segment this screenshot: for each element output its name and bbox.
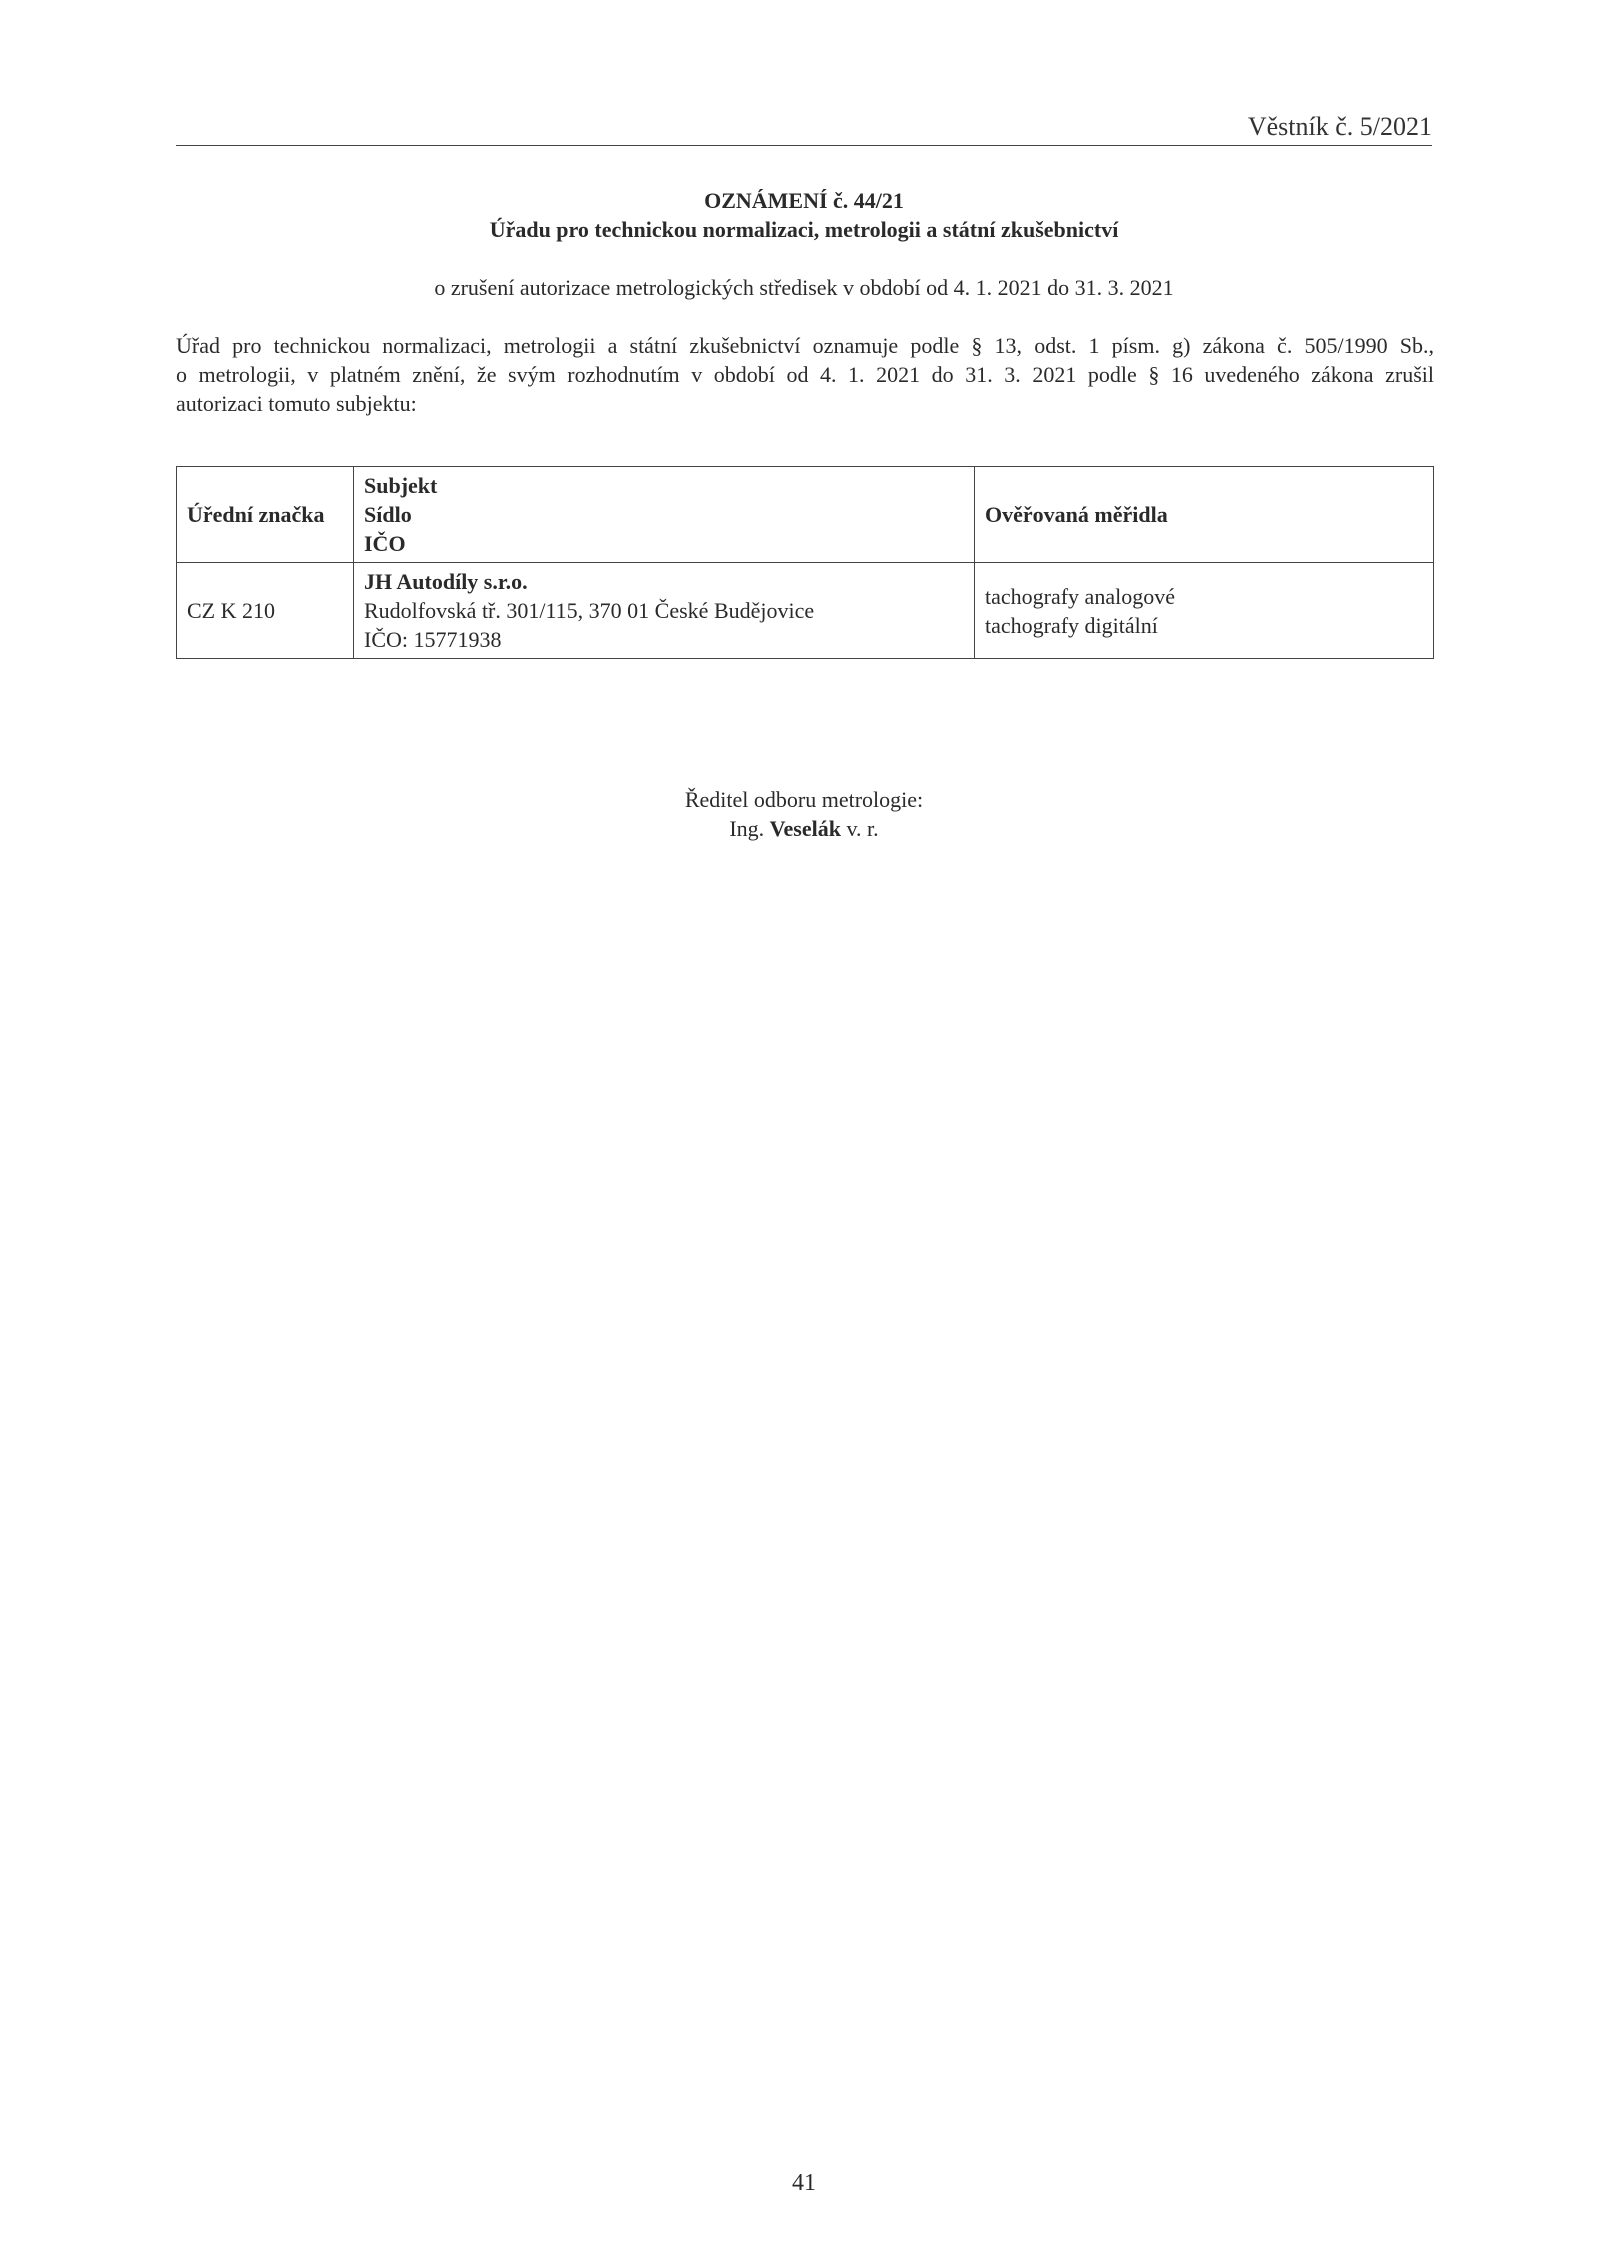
body-line: autorizaci tomuto subjektu:: [176, 391, 417, 416]
signature-line: [176, 814, 1432, 843]
cell-instruments: [975, 563, 1434, 659]
subject-ico: IČO: 15771938: [364, 627, 502, 652]
signature-name: Veselák: [769, 816, 841, 841]
authorization-table: [176, 466, 1434, 659]
header-subject-seat-ico: [354, 467, 975, 563]
instrument-item: tachografy analogové: [985, 583, 1175, 609]
body-line: Úřad pro technickou normalizaci, metrologii a státní zkušebnictví oznamuje podle § 13, odst. 1 písm. g) zákona č. 505/1990 Sb.,: [176, 333, 1434, 358]
header-seat: Sídlo: [364, 502, 412, 527]
announcement-number: OZNÁMENÍ č. 44/21: [704, 188, 904, 213]
signature-title: Ing.: [729, 816, 765, 841]
cell-official-mark: CZ K 210: [177, 563, 354, 659]
subject-name: JH Autodíly s.r.o.: [364, 569, 528, 594]
body-line: o metrologii, v platném znění, že svým rozhodnutím v období od 4. 1. 2021 do 31. 3. 2021 podle § 16 uvedeného zákona zrušil: [176, 362, 1434, 387]
page-number: 41: [792, 2170, 816, 2196]
header-instruments: Ověřovaná měřidla: [975, 467, 1434, 563]
instrument-item: tachografy digitální: [985, 612, 1158, 638]
journal-issue: Věstník č. 5/2021: [1247, 112, 1432, 141]
signature-role: Ředitel odboru metrologie:: [684, 787, 924, 812]
header-divider: [176, 145, 1432, 146]
subject-seat: Rudolfovská tř. 301/115, 370 01 České Budějovice: [364, 598, 815, 623]
header-ico: IČO: [364, 531, 406, 556]
announcement-subject: o zrušení autorizace metrologických středisek v období od 4. 1. 2021 do 31. 3. 2021: [434, 275, 1174, 300]
header-official-mark: Úřední značka: [177, 467, 354, 563]
cell-subject-info: [354, 563, 975, 659]
signature-block: [176, 785, 1432, 843]
announcement-issuer: Úřadu pro technickou normalizaci, metrologii a státní zkušebnictví: [489, 217, 1119, 242]
header-subject: Subjekt: [364, 473, 438, 498]
table-row: [177, 563, 1434, 659]
announcement-body: [176, 331, 1434, 418]
table-header-row: [177, 467, 1434, 563]
announcement-heading: [176, 186, 1432, 244]
signature-suffix: v. r.: [846, 816, 879, 841]
